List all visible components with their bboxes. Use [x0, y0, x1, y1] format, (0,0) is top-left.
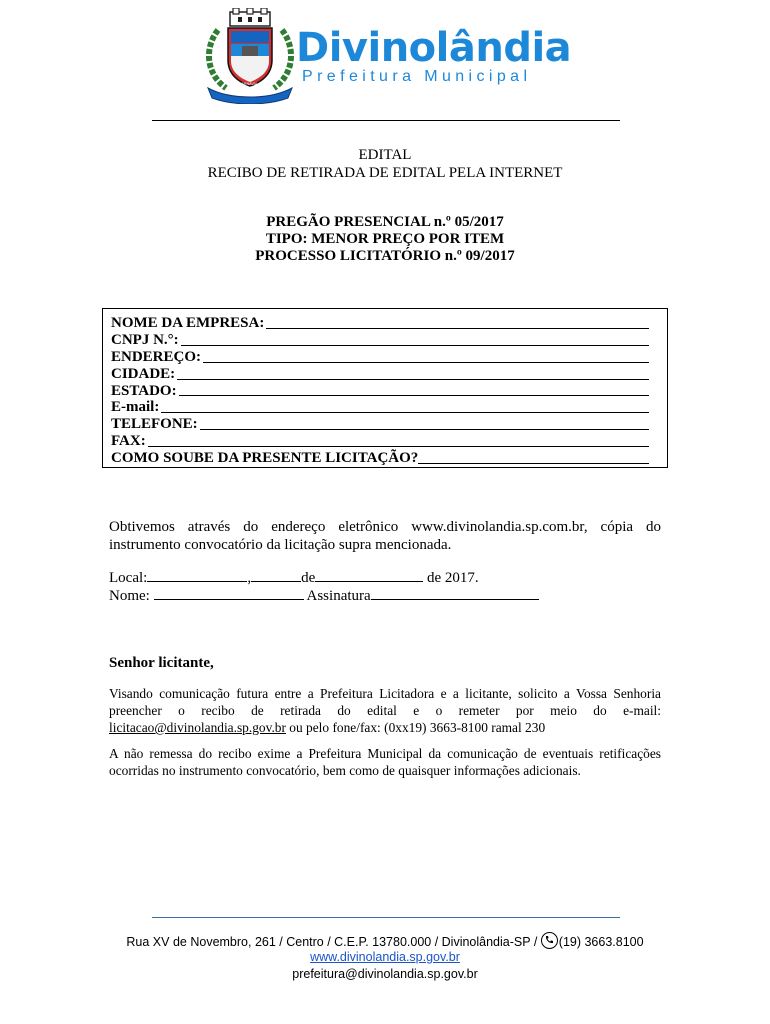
local-year: de 2017. [427, 570, 479, 586]
local-label: Local: [109, 570, 148, 586]
form-label: ENDEREÇO: [111, 348, 202, 365]
footer-email: prefeitura@divinolandia.sp.gov.br [292, 967, 478, 981]
form-label: COMO SOUBE DA PRESENTE LICITAÇÃO? [111, 450, 419, 467]
processo-line: PROCESSO LICITATÓRIO n.º 09/2017 [255, 248, 515, 264]
fill-line[interactable] [203, 362, 649, 363]
header-divider [152, 120, 620, 121]
visando-paragraph [109, 685, 661, 736]
doc-heading-recibo: RECIBO DE RETIRADA DE EDITAL PELA INTERNET [207, 165, 563, 181]
local-de: de [301, 570, 316, 586]
fill-line[interactable] [418, 463, 649, 464]
crest-motto: TERRA CARNAVAL SUBINDO SERRA [226, 82, 276, 90]
form-label: ESTADO: [111, 382, 177, 399]
form-label: FAX: [111, 433, 146, 450]
doc-heading-edital: EDITAL [358, 147, 412, 163]
brand-name: Divinolândia [296, 25, 572, 71]
tipo-line: TIPO: MENOR PREÇO POR ITEM [265, 231, 505, 247]
form-row-city[interactable] [111, 366, 659, 383]
local-date-line: Local: , de de 2017. [109, 570, 479, 586]
form-label: NOME DA EMPRESA: [111, 314, 265, 331]
fill-line[interactable] [266, 328, 649, 329]
assinatura-label: Assinatura [306, 588, 371, 604]
assinatura-fill[interactable] [371, 599, 539, 600]
form-row-address[interactable] [111, 349, 659, 366]
senhor-licitante: Senhor licitante, [109, 655, 214, 671]
footer-divider [152, 917, 620, 918]
nome-label: Nome: [109, 588, 150, 604]
form-label: CIDADE: [111, 365, 176, 382]
fill-line[interactable] [179, 395, 649, 396]
brand-subtitle: Prefeitura Municipal [302, 68, 532, 85]
form-row-company[interactable] [111, 315, 659, 332]
visando-text: Visando comunicação futura entre a Prefeitura Licitadora e a licitante, solicito a Vossa Senhoria preencher o recibo de retirada do edital e o remeter por meio do e-mail: [109, 686, 661, 718]
website-link[interactable]: www.divinolandia.sp.gov.br [310, 950, 460, 964]
month-fill[interactable] [315, 581, 423, 582]
form-label: TELEFONE: [111, 416, 198, 433]
form-row-state[interactable] [111, 383, 659, 400]
pregao-line: PREGÃO PRESENCIAL n.º 05/2017 [266, 214, 504, 230]
company-form [102, 308, 668, 468]
licitacao-email-link[interactable]: licitacao@divinolandia.sp.gov.br [109, 720, 286, 735]
form-row-fax[interactable] [111, 433, 659, 450]
fill-line[interactable] [200, 429, 649, 430]
form-row-email[interactable] [111, 399, 659, 416]
phone-number: (19) 3663.8100 [558, 935, 644, 949]
fill-line[interactable] [148, 446, 649, 447]
footer-website-row [0, 949, 770, 966]
local-fill[interactable] [147, 581, 247, 582]
form-row-cnpj[interactable] [111, 332, 659, 349]
address-text: Rua XV de Novembro, 261 / Centro / C.E.P. 13780.000 / Divinolândia-SP / [126, 935, 541, 949]
obtivemos-paragraph: Obtivemos através do endereço eletrônico www.divinolandia.sp.com.br, cópia do instrumento convocatório da licitação supra mencionada. [109, 519, 661, 553]
nome-assinatura-line [109, 587, 669, 605]
fill-line[interactable] [177, 379, 649, 380]
form-row-how-found[interactable] [111, 450, 659, 467]
brand-logo [296, 26, 586, 86]
day-fill[interactable] [251, 581, 301, 582]
phone-icon [541, 932, 558, 949]
form-row-phone[interactable] [111, 416, 659, 433]
form-label: CNPJ N.°: [111, 331, 179, 348]
remessa-paragraph: A não remessa do recibo exime a Prefeitura Municipal da comunicação de eventuais retificações ocorridas no instrumento convocatório, bem como de quaisquer informações adicionais. [109, 746, 661, 778]
visando-tail: ou pelo fone/fax: (0xx19) 3663-8100 ramal 230 [285, 720, 546, 735]
fill-line[interactable] [181, 345, 649, 346]
nome-fill[interactable] [154, 599, 304, 600]
form-label: E-mail: [111, 399, 160, 416]
fill-line[interactable] [161, 412, 649, 413]
